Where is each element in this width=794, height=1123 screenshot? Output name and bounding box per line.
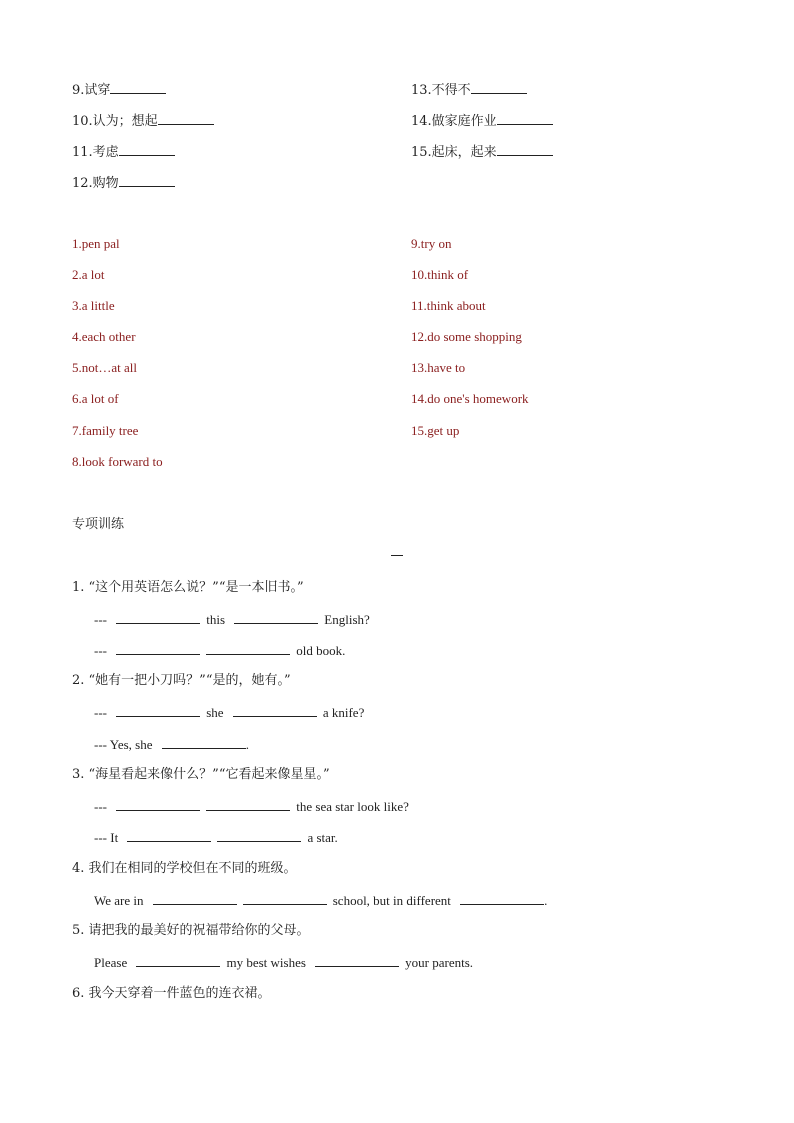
line-prefix: --- (94, 643, 107, 658)
question-line (94, 610, 370, 629)
answer-item: 14.do one's homework (411, 391, 529, 406)
question-prompt: 2. “她有一把小刀吗？”“是的，她有。” (72, 673, 291, 688)
line-prefix: --- It (94, 830, 119, 845)
line-prefix: We are in (94, 893, 144, 908)
vocab-prompt-15 (411, 142, 553, 162)
line-prefix: Please (94, 955, 128, 970)
section-title: 专项训练 (72, 517, 125, 532)
answer-item: 11.think about (411, 298, 486, 313)
answer-blank[interactable] (217, 828, 301, 842)
answer-blank[interactable] (460, 891, 544, 905)
answer-blank[interactable] (315, 953, 399, 967)
question-prompt: 4. 我们在相同的学校但在不同的班级。 (72, 861, 297, 876)
answer-item: 7.family tree (72, 423, 139, 438)
vocab-prompt-12 (72, 173, 175, 193)
question-line (94, 828, 338, 847)
vocab-prompt-text: 14.做家庭作业 (411, 114, 497, 129)
answer-item: 8.look forward to (72, 454, 163, 469)
vocab-prompt-text: 11.考虑 (72, 145, 119, 160)
answer-blank[interactable] (127, 828, 211, 842)
answer-blank[interactable] (471, 80, 527, 94)
answer-blank[interactable] (116, 641, 200, 655)
vocab-prompt-text: 15.起床，起来 (411, 145, 497, 160)
answer-blank[interactable] (243, 891, 327, 905)
line-prefix: --- (94, 705, 107, 720)
question-line (94, 797, 409, 816)
question-line (94, 641, 345, 660)
question-line (94, 703, 364, 722)
answer-item: 13.have to (411, 360, 466, 375)
line-part: English? (324, 612, 370, 627)
answer-item: 15.get up (411, 423, 460, 438)
answer-item: 10.think of (411, 267, 469, 282)
vocab-prompt-10 (72, 111, 214, 131)
answer-item: 6.a lot of (72, 391, 119, 406)
question-prompt: 6. 我今天穿着一件蓝色的连衣裙。 (72, 986, 271, 1001)
answer-blank[interactable] (158, 111, 214, 125)
line-prefix: --- (94, 612, 107, 627)
answer-blank[interactable] (116, 797, 200, 811)
vocab-prompt-13 (411, 80, 527, 100)
answer-blank[interactable] (119, 173, 175, 187)
vocab-prompt-text: 10.认为；想起 (72, 114, 158, 129)
answer-blank[interactable] (234, 610, 318, 624)
question-prompt: 3. “海星看起来像什么？”“它看起来像星星。” (72, 767, 330, 782)
answer-blank[interactable] (119, 142, 175, 156)
answer-item: 1.pen pal (72, 236, 120, 251)
answer-blank[interactable] (162, 735, 246, 749)
line-prefix: --- (94, 799, 107, 814)
answer-blank[interactable] (497, 111, 553, 125)
line-part: she (206, 705, 224, 720)
line-part: a knife? (322, 705, 365, 720)
vocab-prompt-text: 9.试穿 (72, 83, 111, 98)
line-part: my best wishes (226, 955, 306, 970)
question-line (94, 891, 547, 910)
answer-blank[interactable] (497, 142, 553, 156)
vocab-prompt-text: 12.购物 (72, 176, 119, 191)
vocab-prompt-14 (411, 111, 553, 131)
question-line (94, 953, 473, 972)
answer-blank[interactable] (206, 641, 290, 655)
vocab-prompt-9 (72, 80, 166, 100)
divider (391, 553, 403, 556)
line-part: your parents. (405, 955, 474, 970)
answer-blank[interactable] (136, 953, 220, 967)
answer-blank[interactable] (206, 797, 290, 811)
line-part: school, but in different (332, 893, 451, 908)
line-prefix: --- Yes, she (94, 737, 153, 752)
answer-blank[interactable] (110, 80, 166, 94)
answer-blank[interactable] (116, 703, 200, 717)
answer-blank[interactable] (116, 610, 200, 624)
line-suffix: . (245, 737, 249, 752)
question-prompt: 1. “这个用英语怎么说？”“是一本旧书。” (72, 580, 304, 595)
line-part: old book. (296, 643, 346, 658)
answer-blank[interactable] (233, 703, 317, 717)
answer-item: 4.each other (72, 329, 136, 344)
line-suffix: . (544, 893, 548, 908)
answer-item: 12.do some shopping (411, 329, 522, 344)
answer-item: 9.try on (411, 236, 452, 251)
question-prompt: 5. 请把我的最美好的祝福带给你的父母。 (72, 923, 310, 938)
line-part: this (206, 612, 226, 627)
answer-item: 2.a lot (72, 267, 105, 282)
answer-blank[interactable] (153, 891, 237, 905)
vocab-prompt-text: 13.不得不 (411, 83, 471, 98)
line-part: a star. (307, 830, 338, 845)
answer-item: 5.not…at all (72, 360, 137, 375)
answer-item: 3.a little (72, 298, 115, 313)
vocab-prompt-11 (72, 142, 175, 162)
line-part: the sea star look like? (296, 799, 409, 814)
question-line (94, 735, 249, 754)
